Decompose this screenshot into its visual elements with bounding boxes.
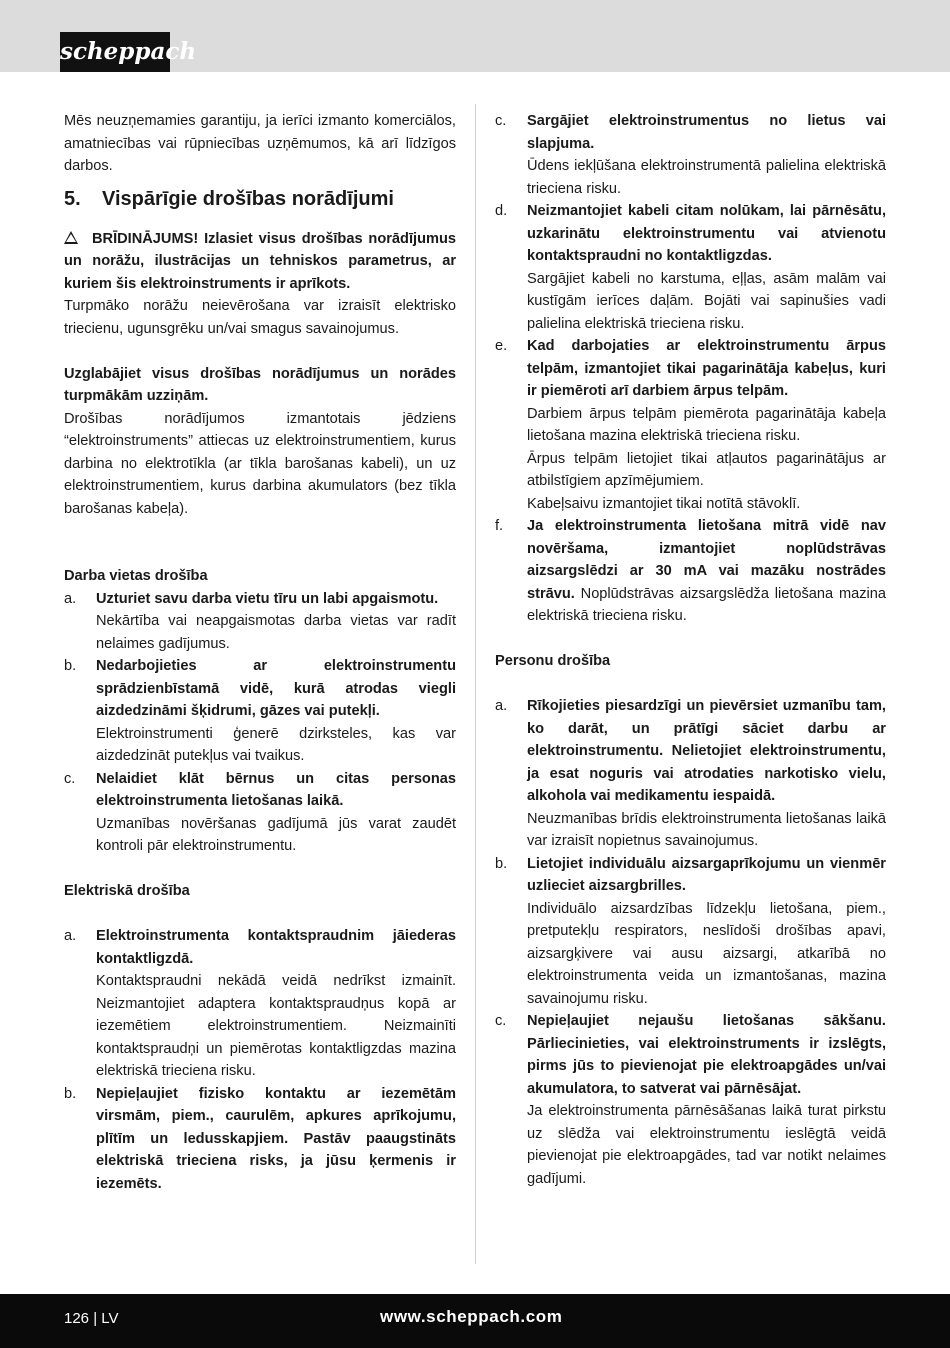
list-item [495,695,886,853]
item-label: b. [64,1085,77,1102]
list-item [495,1010,886,1190]
item-heading: Lietojiet individuālu aizsargaprīkojumu un vienmēr uzlieciet aizsargbrilles. [527,855,886,894]
list-item [495,853,886,1011]
warning-text: Izlasiet visus drošības norādījumus un norāžu, ilustrācijas un tehniskos parametrus, ar kuriem šis elektroinstruments ir aprīkots. [64,230,456,292]
list-item [495,200,886,335]
list-item [495,110,886,200]
item-heading: Elektroinstrumenta kontaktspraudnim jāiederas kontaktligzdā. [96,928,456,967]
item-label: a. [64,928,77,944]
right-column [495,110,886,1190]
item-heading: Sargājiet elektroinstrumentus no lietus vai slapjuma. [527,113,886,152]
list-item [64,1083,456,1196]
list-item [64,655,456,768]
item-text: Individuālo aizsardzības līdzekļu lietošana, piem., pretputekļu respirators, neslīdoši drošības apavi, aizsargķivere vai ausu aizsargi, atkarībā no elektroinstrumenta veida un izmantošanas, mazina savainojumu risku. [527,900,886,1007]
item-text: Darbiem ārpus telpām piemērota pagarinātāja kabeļa lietošana mazina elektriskā trieciena risku. [527,405,886,444]
list-item [64,588,456,656]
list-item [64,925,456,1083]
item-label: c. [64,770,76,787]
item-heading: Nedarbojieties ar elektroinstrumentu sprādzienbīstamā vidē, kurā atrodas viegli aizdedzināmi šķidrumi, gāzes vai putekļi. [96,658,456,719]
item-label: c. [495,113,507,129]
list-item [495,335,886,515]
item-heading: Nepieļaujiet fizisko kontaktu ar iezemētām virsmām, piem., caurulēm, apkures aprīkojumu, plītīm un ledusskapjiem. Pastāv paaugstināts elektriskā trieciena risks, ja jūsu ķermenis ir iezemēts. [96,1085,456,1192]
work-area-title: Darba vietas drošība [64,568,208,584]
item-text: Sargājiet kabeli no karstuma, eļļas, asām malām vai kustīgām ierīces daļām. Bojāti vai sapinušies vadi palielina elektriskā trieciena risku. [527,270,886,332]
item-heading: Rīkojieties piesardzīgi un pievērsiet uzmanību tam, ko darāt, un prātīgi sāciet darbu ar elektroinstrumentu. Nelietojiet elektroinstrumentu, ja esat noguris vai atrodaties narkotisko vielu, alkohola vai medikamentu iespaidā. [527,698,886,804]
item-text: Neuzmanības brīdis elektroinstrumenta lietošanas laikā var izraisīt nopietnus savainojumus. [527,810,886,849]
item-text: Ārpus telpām lietojiet tikai atļautos pagarinātājus ar atbilstīgiem apzīmējumiem. [527,450,886,489]
item-text: Noplūdstrāvas aizsargslēdža lietošana mazina elektriskā trieciena risku. [527,585,886,624]
item-label: b. [64,658,77,674]
personal-safety-title: Personu drošība [495,653,611,669]
website-link[interactable]: www.scheppach.com [380,1307,563,1326]
warning-paragraph [64,228,456,296]
intro-paragraph: Mēs neuzņemamies garantiju, ja ierīci izmanto komerciālos, amatniecības vai rūpniecības uzņēmumos, kā arī līdzīgos darbos. [64,113,456,174]
column-divider [475,104,476,1264]
item-text: Elektroinstrumenti ģenerē dzirksteles, kas var aizdedzināt putekļus vai tvaikus. [96,725,456,764]
list-item [64,768,456,858]
item-label: e. [495,338,508,354]
keep-instructions-text: Drošības norādījumos izmantotais jēdziens “elektroinstruments” attiecas uz elektroinstrumentiem, kurus darbina no elektrotīkla (ar tīkla barošanas kabeli), un uz elektroinstrumentiem, kurus darbina akumulators (bez tīkla barošanas kabeļa). [64,410,456,517]
item-heading: Ja elektroinstrumenta lietošana mitrā vidē nav novēršama, izmantojiet noplūdstrāvas aizsargslēdzi ar 30 mA vai mazāku nostrādes strāvu. [527,518,886,602]
item-text: Uzmanības novēršanas gadījumā jūs varat zaudēt kontroli pār elektroinstrumentu. [96,815,456,854]
page-footer [0,1294,950,1348]
warning-triangle-icon [64,231,78,244]
item-text: Ūdens iekļūšana elektroinstrumentā palielina elektriskā trieciena risku. [527,158,886,197]
item-text: Kabeļsaivu izmantojiet tikai notītā stāvoklī. [527,495,801,512]
item-text: Nekārtība vai neapgaismotas darba vietas var radīt nelaimes gadījumus. [96,613,456,652]
brand-logo-text: scheppach [60,32,170,72]
section-number: 5. [64,187,81,210]
brand-logo [30,16,197,65]
section-heading [64,186,456,212]
page-number: 126 | LV [64,1310,119,1327]
item-heading: Uzturiet savu darba vietu tīru un labi apgaismotu. [96,590,439,607]
keep-instructions-title: Uzglabājiet visus drošības norādījumus un norādes turpmākām uzziņām. [64,365,456,404]
item-label: c. [495,1013,507,1029]
item-text: Kontaktspraudni nekādā veidā nedrīkst izmainīt. Neizmantojiet adaptera kontaktspraudņus kopā ar iezemētiem elektroinstrumentiem. Neizmainīti kontaktspraudņi un piemērotas kontaktligzdas mazina elektriskā trieciena risku. [96,973,456,1079]
item-label: d. [495,203,508,219]
item-heading: Nelaidiet klāt bērnus un citas personas elektroinstrumenta lietošanas laikā. [96,770,456,809]
list-item [495,515,886,628]
page-header [0,0,950,72]
item-label: f. [495,518,504,534]
item-label: a. [495,698,508,714]
item-text: Ja elektroinstrumenta pārnēsāšanas laikā turat pirkstu uz slēdža vai elektroinstrumentu ieslēgtā veidā pievienojat pie elektroapgādes, tad var notikt nelaimes gadījumi. [527,1103,886,1187]
item-heading: Nepieļaujiet nejaušu lietošanas sākšanu. Pārliecinieties, vai elektroinstruments ir izslēgts, pirms jūs to pievienojat pie elektroapgādes un/vai akumulatora, to satverat vai pārnēsājat. [527,1013,886,1097]
item-heading: Neizmantojiet kabeli citam nolūkam, lai pārnēsātu, uzkarinātu elektroinstrumentu vai atvienotu kontaktspraudni no kontaktligzdas. [527,203,886,264]
section-title: Vispārīgie drošības norādījumi [102,187,394,210]
left-column [64,110,456,1195]
item-heading: Kad darbojaties ar elektroinstrumentu ārpus telpām, izmantojiet tikai pagarinātāja kabeļus, kuri ir piemēroti arī darbiem ārpus telpām. [527,338,886,399]
warning-consequence: Turpmāko norāžu neievērošana var izraisīt elektrisko triecienu, ugunsgrēku un/vai smagus savainojumus. [64,298,456,337]
electrical-title: Elektriskā drošība [64,883,190,899]
item-label: a. [64,590,77,607]
warning-label: BRĪDINĀJUMS! [92,230,199,247]
item-label: b. [495,855,508,872]
